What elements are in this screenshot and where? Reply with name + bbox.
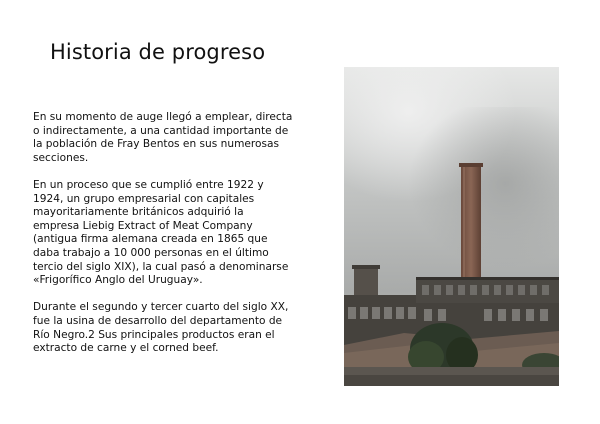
paragraph-1: En su momento de auge llegó a emplear, directa o indirectamente, a una cantidad importante de la población de Fray Bentos en sus numerosas secciones. bbox=[33, 111, 293, 164]
paragraph-3: Durante el segundo y tercer cuarto del siglo XX, fue la usina de desarrollo del departamento de Río Negro.2 Sus principales productos eran el extracto de carne y el corned beef. bbox=[33, 301, 289, 355]
chimney bbox=[459, 163, 483, 283]
slide-title: Historia de progreso bbox=[50, 40, 266, 64]
factory-photo bbox=[344, 67, 559, 386]
slide-body bbox=[33, 111, 293, 369]
paragraph-2: En un proceso que se cumplió entre 1922 y 1924, un grupo empresarial con capitales mayoritariamente británicos adquirió la empresa Liebig Extract of Meat Company (antigua firma alemana creada en 1865 que daba trabajo a 10 000 personas en el último tercio del siglo XIX), la cual pasó a denominarse «Frigorífico Anglo del Uruguay». bbox=[33, 178, 289, 287]
